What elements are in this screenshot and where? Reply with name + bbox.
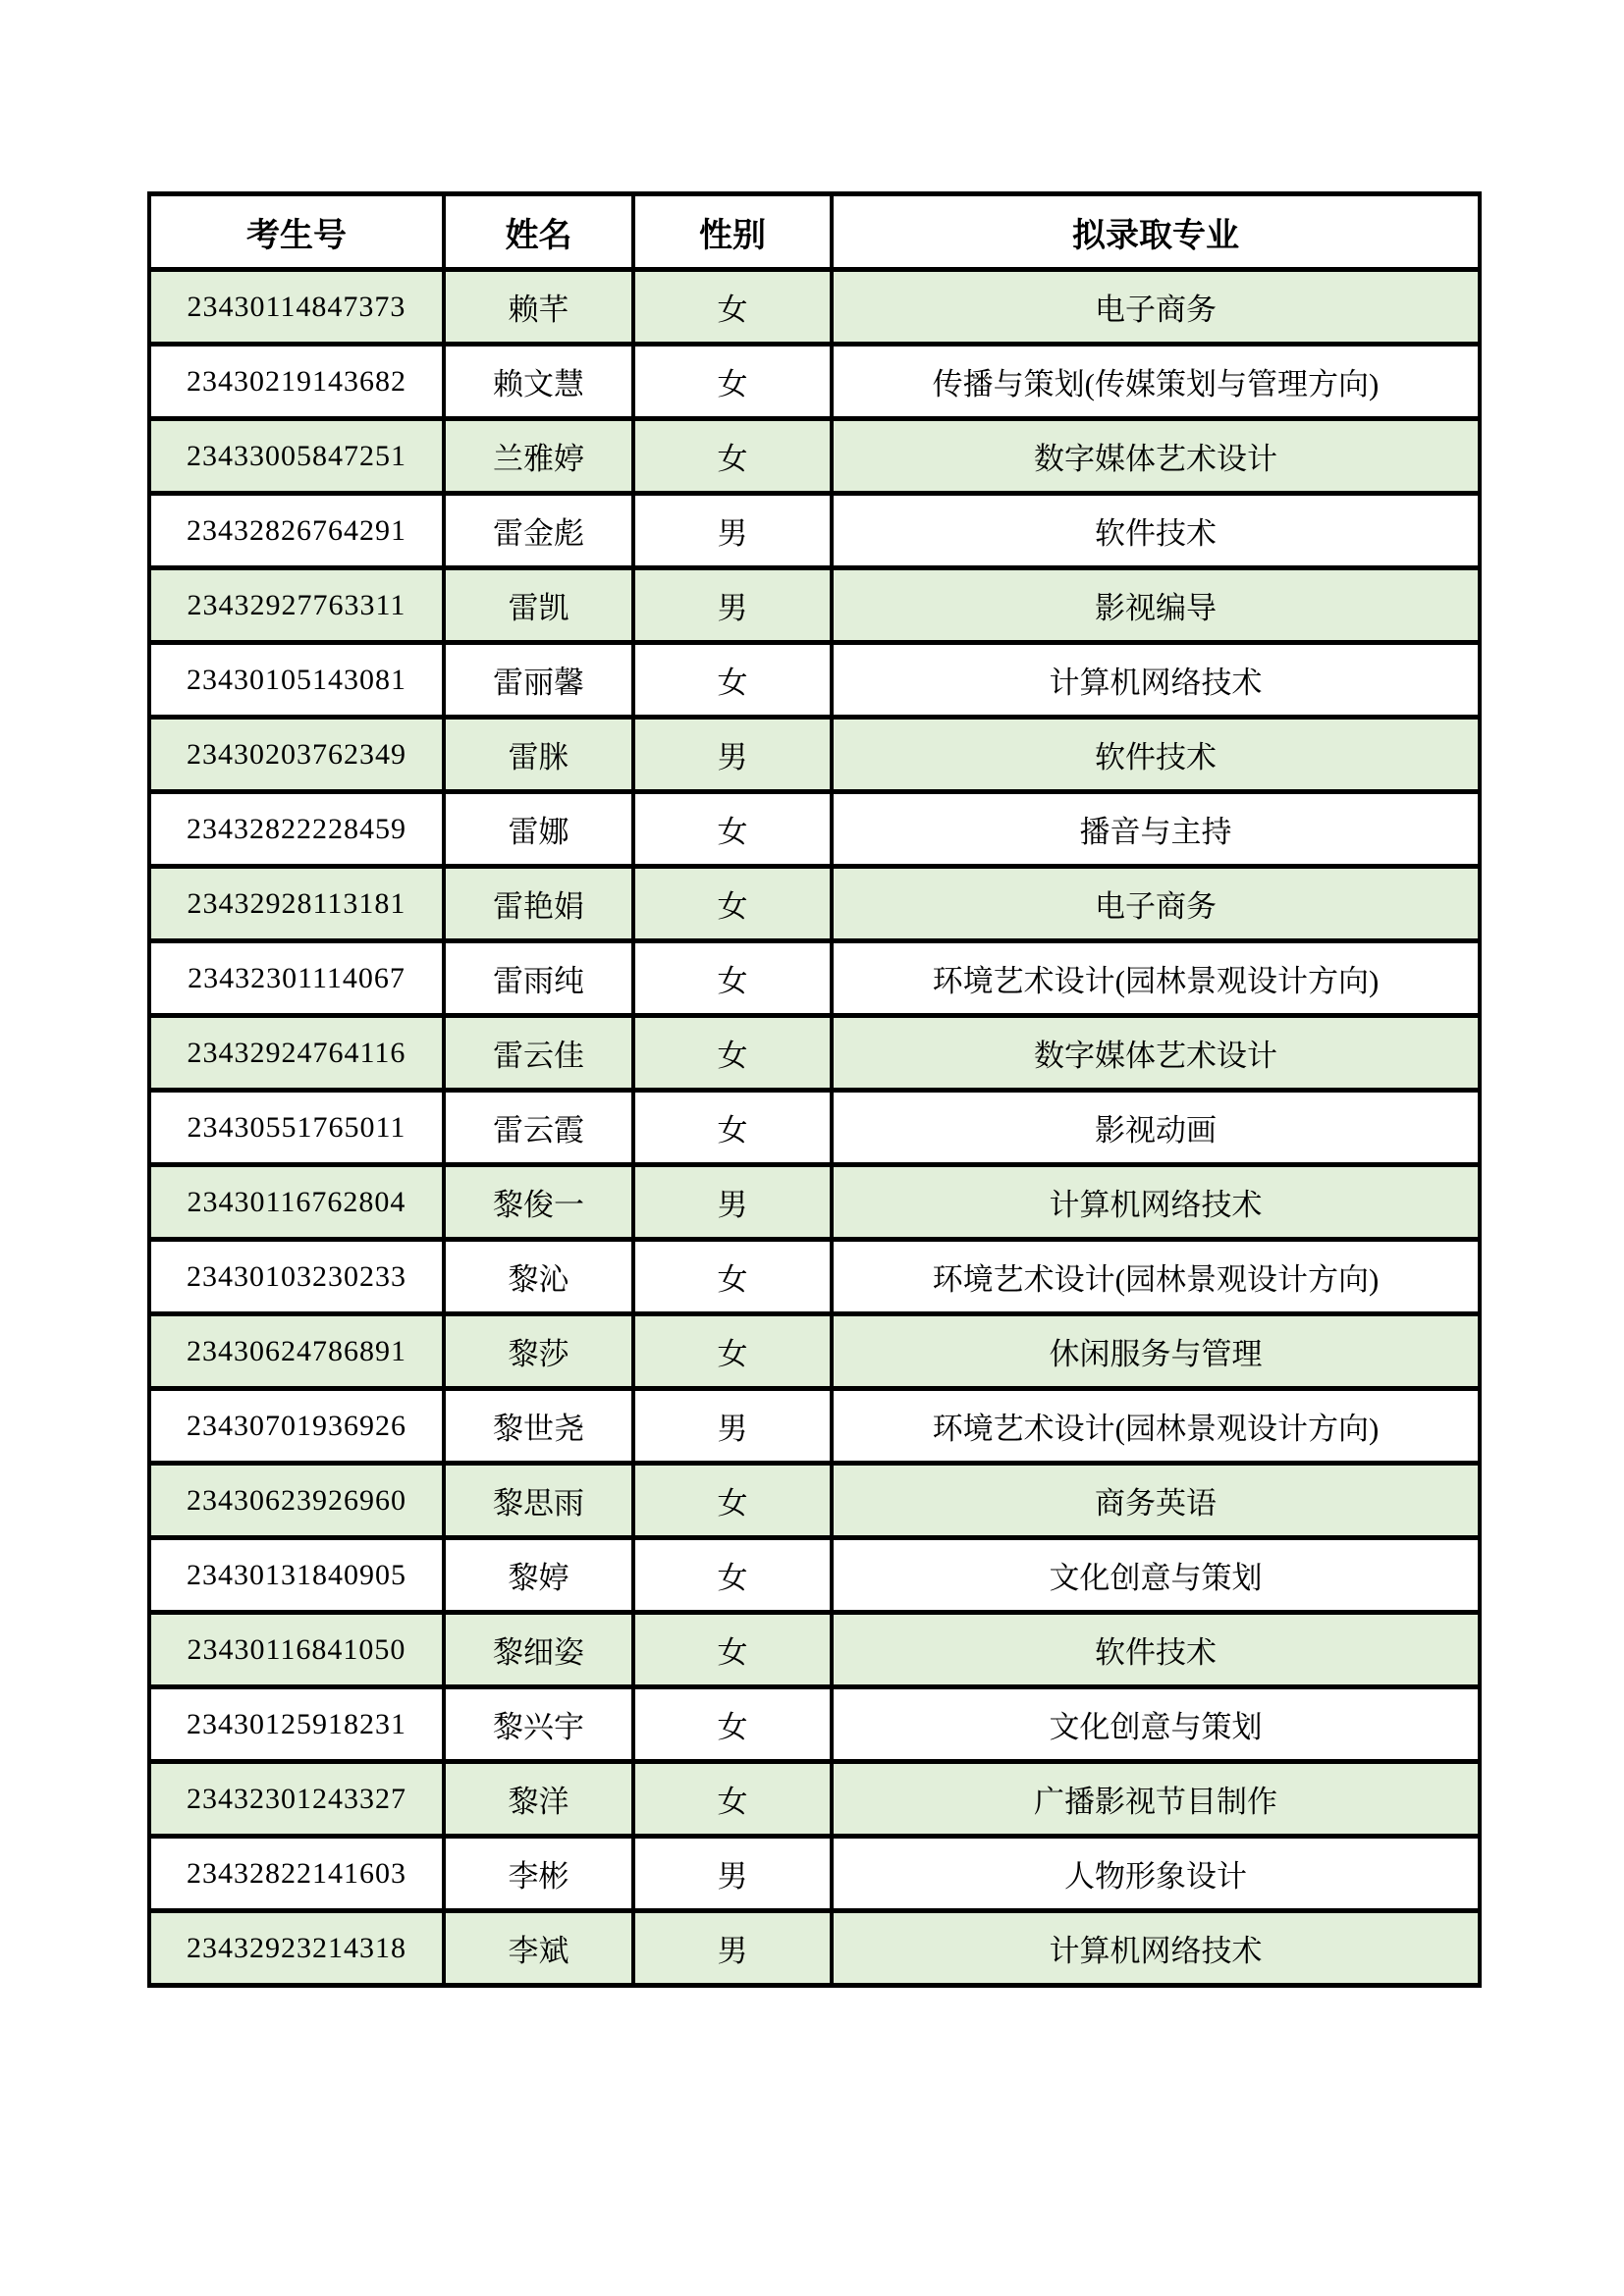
name-cell: 雷丽馨: [444, 643, 633, 718]
table-row: [149, 1389, 1480, 1464]
candidate-number-cell: 23430103230233: [149, 1240, 444, 1314]
major-cell: 数字媒体艺术设计: [832, 419, 1480, 494]
name-cell: 黎洋: [444, 1762, 633, 1837]
candidate-number-cell: 23432826764291: [149, 494, 444, 568]
gender-cell: 女: [633, 867, 832, 941]
name-cell: 雷凯: [444, 568, 633, 643]
name-cell: 黎莎: [444, 1314, 633, 1389]
table-row: [149, 1091, 1480, 1165]
table-row: [149, 419, 1480, 494]
table-row: [149, 1687, 1480, 1762]
candidate-number-cell: 23430551765011: [149, 1091, 444, 1165]
candidate-number-cell: 23430114847373: [149, 270, 444, 345]
candidate-number-cell: 23430219143682: [149, 345, 444, 419]
gender-cell: 女: [633, 1314, 832, 1389]
candidate-number-cell: 23430624786891: [149, 1314, 444, 1389]
candidate-number-cell: 23432301114067: [149, 941, 444, 1016]
table-row: [149, 792, 1480, 867]
gender-cell: 男: [633, 1389, 832, 1464]
name-cell: 赖芊: [444, 270, 633, 345]
name-cell: 黎沁: [444, 1240, 633, 1314]
gender-cell: 男: [633, 1911, 832, 1986]
major-cell: 文化创意与策划: [832, 1687, 1480, 1762]
header-candidate-number: 考生号: [149, 194, 444, 270]
table-row: [149, 1762, 1480, 1837]
name-cell: 赖文慧: [444, 345, 633, 419]
table-row: [149, 1613, 1480, 1687]
table-row: [149, 494, 1480, 568]
gender-cell: 女: [633, 1687, 832, 1762]
table-row: [149, 568, 1480, 643]
name-cell: 黎细姿: [444, 1613, 633, 1687]
major-cell: 商务英语: [832, 1464, 1480, 1538]
name-cell: 雷娜: [444, 792, 633, 867]
table-row: [149, 1016, 1480, 1091]
name-cell: 雷云霞: [444, 1091, 633, 1165]
name-cell: 雷艳娟: [444, 867, 633, 941]
candidate-number-cell: 23432928113181: [149, 867, 444, 941]
candidate-number-cell: 23430131840905: [149, 1538, 444, 1613]
gender-cell: 女: [633, 1240, 832, 1314]
candidate-number-cell: 23430105143081: [149, 643, 444, 718]
major-cell: 广播影视节目制作: [832, 1762, 1480, 1837]
major-cell: 计算机网络技术: [832, 643, 1480, 718]
name-cell: 雷雨纯: [444, 941, 633, 1016]
gender-cell: 男: [633, 1165, 832, 1240]
major-cell: 数字媒体艺术设计: [832, 1016, 1480, 1091]
candidate-number-cell: 23432822228459: [149, 792, 444, 867]
candidate-number-cell: 23432924764116: [149, 1016, 444, 1091]
gender-cell: 男: [633, 494, 832, 568]
major-cell: 影视动画: [832, 1091, 1480, 1165]
major-cell: 影视编导: [832, 568, 1480, 643]
candidate-number-cell: 23430701936926: [149, 1389, 444, 1464]
table-row: [149, 1837, 1480, 1911]
name-cell: 黎俊一: [444, 1165, 633, 1240]
major-cell: 环境艺术设计(园林景观设计方向): [832, 941, 1480, 1016]
major-cell: 休闲服务与管理: [832, 1314, 1480, 1389]
gender-cell: 女: [633, 643, 832, 718]
table-row: [149, 270, 1480, 345]
gender-cell: 女: [633, 1464, 832, 1538]
table-row: [149, 867, 1480, 941]
admission-table: [147, 191, 1482, 1988]
major-cell: 软件技术: [832, 1613, 1480, 1687]
table-row: [149, 1240, 1480, 1314]
table-body: [149, 270, 1480, 1986]
major-cell: 播音与主持: [832, 792, 1480, 867]
candidate-number-cell: 23432301243327: [149, 1762, 444, 1837]
candidate-number-cell: 23430116762804: [149, 1165, 444, 1240]
table-row: [149, 1165, 1480, 1240]
gender-cell: 男: [633, 1837, 832, 1911]
name-cell: 黎世尧: [444, 1389, 633, 1464]
candidate-number-cell: 23432923214318: [149, 1911, 444, 1986]
gender-cell: 男: [633, 568, 832, 643]
gender-cell: 女: [633, 1538, 832, 1613]
major-cell: 环境艺术设计(园林景观设计方向): [832, 1389, 1480, 1464]
candidate-number-cell: 23430125918231: [149, 1687, 444, 1762]
header-name: 姓名: [444, 194, 633, 270]
gender-cell: 女: [633, 1091, 832, 1165]
candidate-number-cell: 23433005847251: [149, 419, 444, 494]
major-cell: 传播与策划(传媒策划与管理方向): [832, 345, 1480, 419]
gender-cell: 女: [633, 1613, 832, 1687]
candidate-number-cell: 23432822141603: [149, 1837, 444, 1911]
table-row: [149, 1314, 1480, 1389]
gender-cell: 女: [633, 270, 832, 345]
name-cell: 黎婷: [444, 1538, 633, 1613]
table-row: [149, 345, 1480, 419]
gender-cell: 女: [633, 1016, 832, 1091]
header-major: 拟录取专业: [832, 194, 1480, 270]
name-cell: 雷云佳: [444, 1016, 633, 1091]
candidate-number-cell: 23430116841050: [149, 1613, 444, 1687]
table-row: [149, 643, 1480, 718]
candidate-number-cell: 23430203762349: [149, 718, 444, 792]
name-cell: 黎兴宇: [444, 1687, 633, 1762]
major-cell: 环境艺术设计(园林景观设计方向): [832, 1240, 1480, 1314]
gender-cell: 女: [633, 419, 832, 494]
table-row: [149, 718, 1480, 792]
gender-cell: 女: [633, 1762, 832, 1837]
table-header-row: [149, 194, 1480, 270]
candidate-number-cell: 23432927763311: [149, 568, 444, 643]
table-row: [149, 1464, 1480, 1538]
name-cell: 兰雅婷: [444, 419, 633, 494]
name-cell: 黎思雨: [444, 1464, 633, 1538]
major-cell: 人物形象设计: [832, 1837, 1480, 1911]
name-cell: 雷脒: [444, 718, 633, 792]
gender-cell: 女: [633, 941, 832, 1016]
major-cell: 文化创意与策划: [832, 1538, 1480, 1613]
major-cell: 电子商务: [832, 867, 1480, 941]
major-cell: 软件技术: [832, 494, 1480, 568]
major-cell: 软件技术: [832, 718, 1480, 792]
table-row: [149, 941, 1480, 1016]
major-cell: 计算机网络技术: [832, 1165, 1480, 1240]
table-row: [149, 1538, 1480, 1613]
major-cell: 电子商务: [832, 270, 1480, 345]
header-gender: 性别: [633, 194, 832, 270]
name-cell: 李彬: [444, 1837, 633, 1911]
gender-cell: 女: [633, 792, 832, 867]
gender-cell: 男: [633, 718, 832, 792]
name-cell: 李斌: [444, 1911, 633, 1986]
gender-cell: 女: [633, 345, 832, 419]
major-cell: 计算机网络技术: [832, 1911, 1480, 1986]
table-row: [149, 1911, 1480, 1986]
name-cell: 雷金彪: [444, 494, 633, 568]
candidate-number-cell: 23430623926960: [149, 1464, 444, 1538]
